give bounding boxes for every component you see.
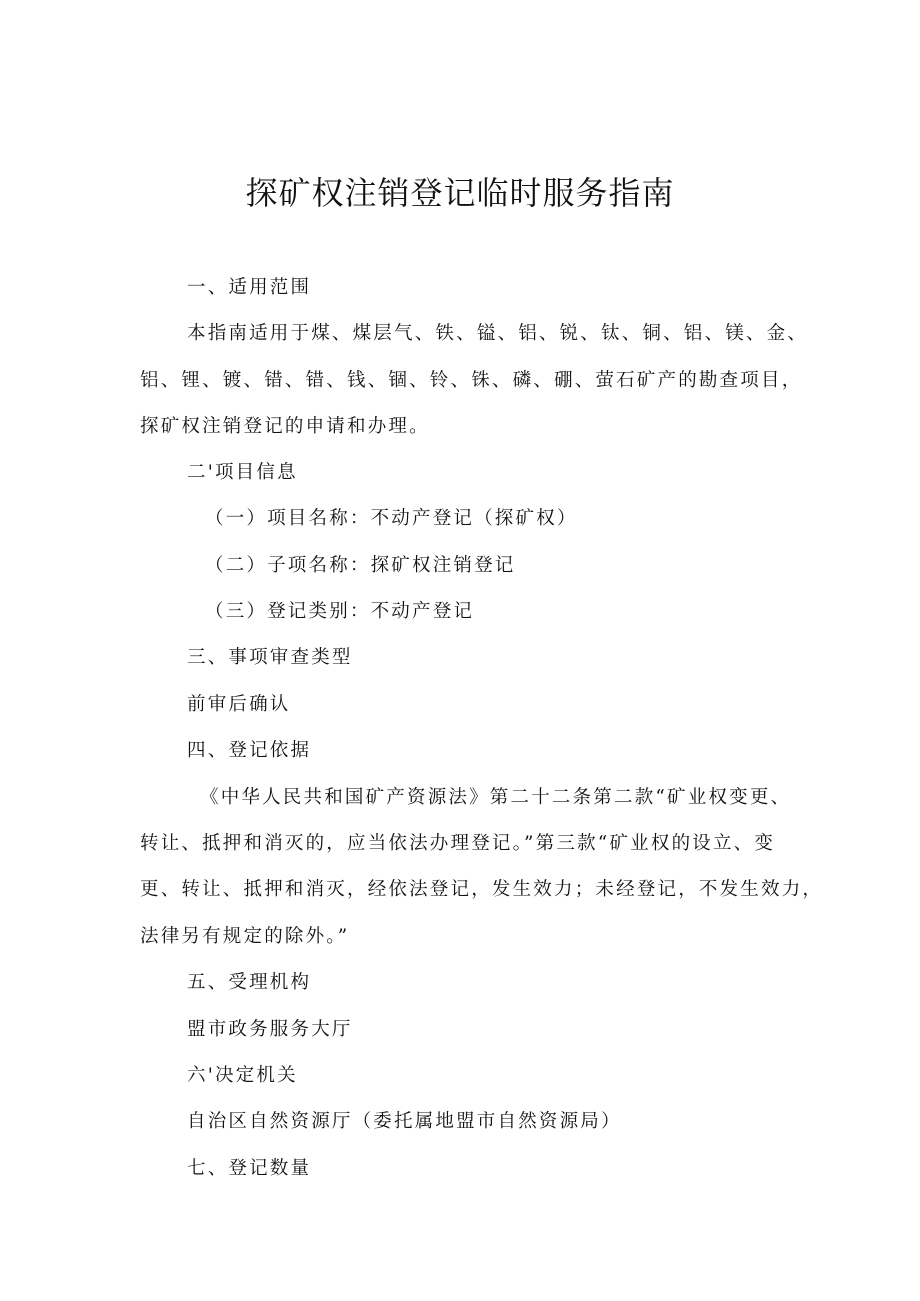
section-4-body-line-2: 转让、抵押和消灭的，应当依法办理登记。”第三款“矿业权的设立、变 [140,833,776,854]
section-7-heading: 七、登记数量 [187,1158,312,1179]
section-1-body-line-3: 探矿权注销登记的申请和办理。 [140,416,430,437]
section-2-item-3: （三）登记类别：不动产登记 [205,601,475,622]
section-4-body-line-1: 《中华人民共和国矿产资源法》第二十二条第二款“矿业权变更、 [200,787,792,808]
section-4-body-line-4: 法律另有规定的除外。” [140,926,350,947]
section-3-body: 前审后确认 [187,694,291,715]
section-2-item-1: （一）项目名称：不动产登记（探矿权） [205,508,578,529]
section-1-body-line-1: 本指南适用于煤、煤层气、铁、镒、铝、锐、钛、铜、铝、镁、金、 [187,323,809,344]
section-5-body: 盟市政务服务大厅 [187,1019,353,1040]
section-2-item-2: （二）子项名称：探矿权注销登记 [205,555,516,576]
section-5-heading: 五、受理机构 [187,972,312,993]
section-6-body: 自治区自然资源厅（委托属地盟市自然资源局） [187,1111,622,1132]
section-2-heading: 二'项目信息 [187,462,298,483]
section-1-heading: 一、适用范围 [187,277,312,298]
section-4-heading: 四、登记依据 [187,740,312,761]
section-1-body-line-2: 铝、锂、镀、错、错、钱、锢、铃、铢、磷、硼、萤石矿产的勘查项目， [140,370,803,391]
document-title: 探矿权注销登记临时服务指南 [245,174,675,212]
section-6-heading: 六'决定机关 [187,1065,298,1086]
section-4-body-line-3: 更、转让、抵押和消灭，经依法登记，发生效力；未经登记，不发生效力， [140,879,824,900]
section-3-heading: 三、事项审查类型 [187,647,353,668]
